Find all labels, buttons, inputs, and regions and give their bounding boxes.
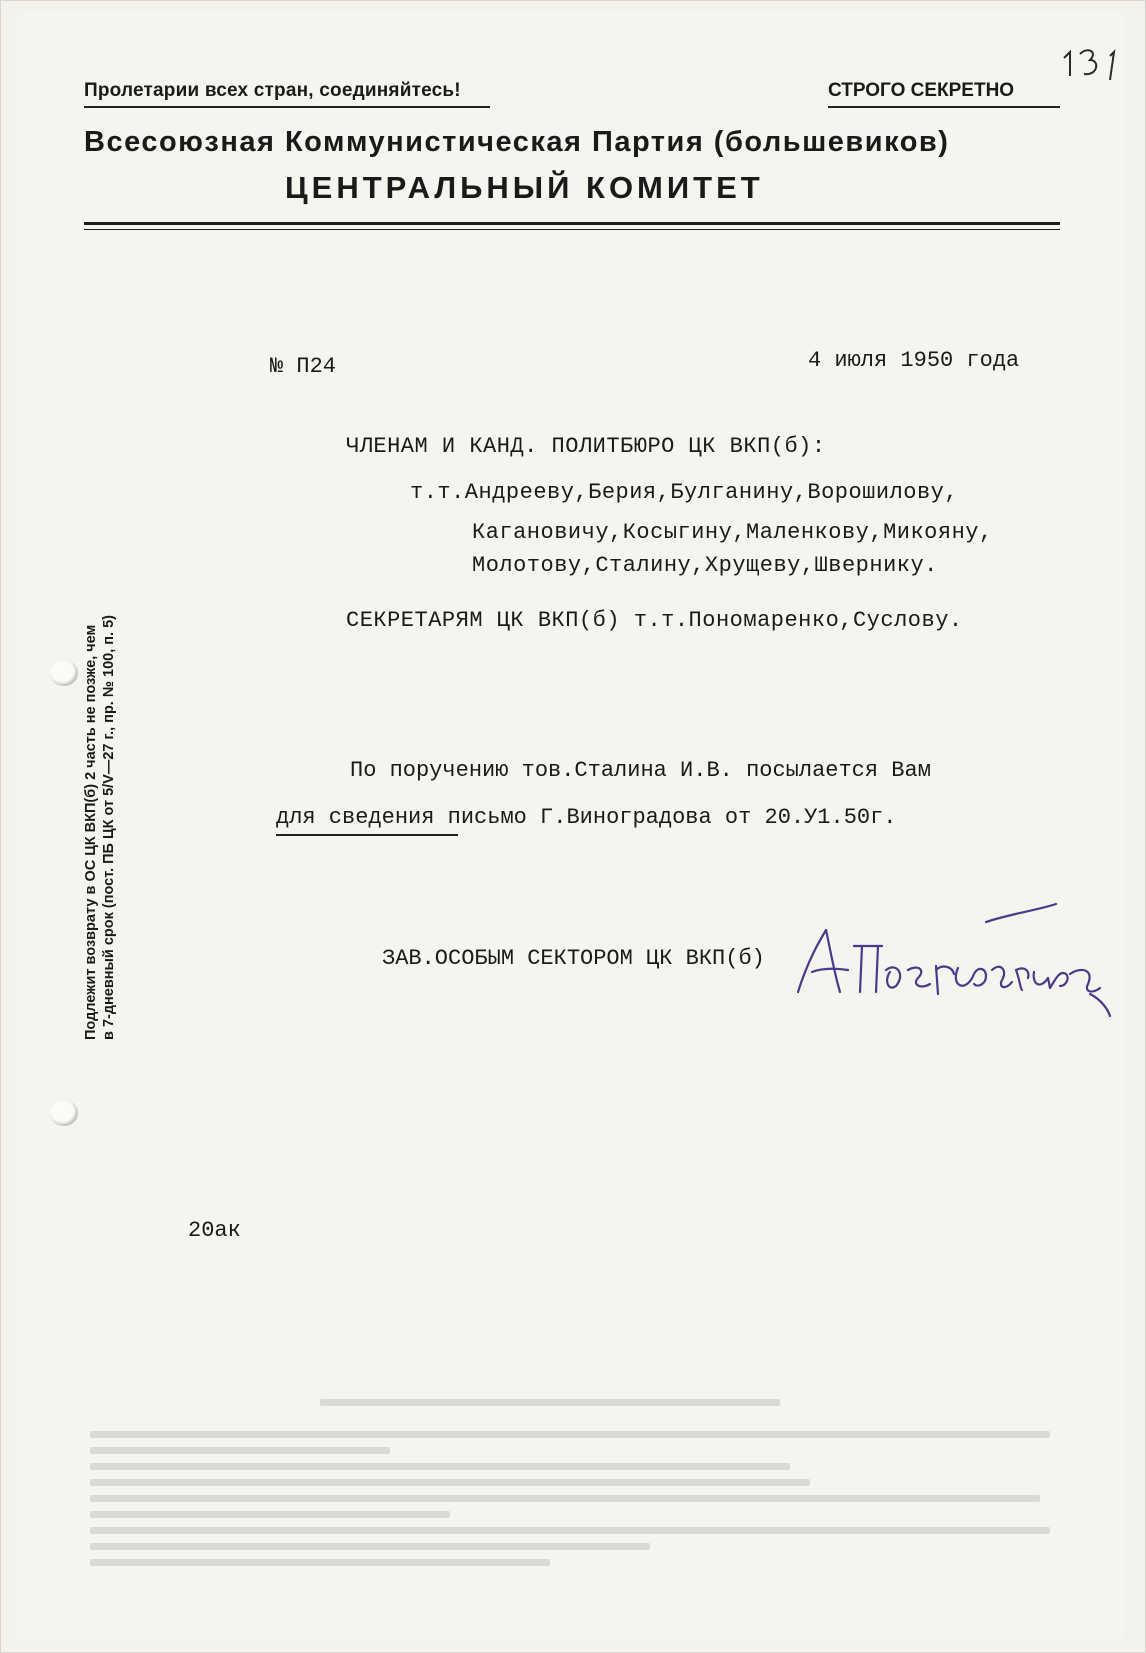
party-name: Всесоюзная Коммунистическая Партия (большевиков)	[84, 126, 950, 158]
body-line-1: По поручению тов.Сталина И.В. посылается Вам	[350, 758, 931, 783]
punch-hole	[50, 1100, 78, 1126]
archive-page-number	[1058, 40, 1128, 84]
margin-note-line-2: в 7-дневный срок (пост. ПБ ЦК от 5/V—27 г., пр. № 100, п. 5)	[101, 614, 117, 1040]
body-line-2-rest: письмо Г.Виноградова от 20.У1.50г.	[434, 805, 897, 830]
handwritten-signature	[790, 900, 1120, 1020]
addressee-names-3: Молотову,Сталину,Хрущеву,Швернику.	[472, 553, 938, 578]
signature-title: ЗАВ.ОСОБЫМ СЕКТОРОМ ЦК ВКП(б)	[382, 946, 765, 971]
classification-underline	[828, 106, 1060, 108]
addressee-politburo: ЧЛЕНАМ И КАНД. ПОЛИТБЮРО ЦК ВКП(б):	[346, 434, 826, 459]
addressee-names-2: Кагановичу,Косыгину,Маленкову,Микояну,	[472, 520, 993, 545]
punch-hole	[50, 660, 78, 686]
document-date: 4 июля 1950 года	[808, 348, 1020, 373]
margin-note	[82, 615, 118, 1040]
reverse-side-bleed-through	[80, 1395, 1070, 1575]
motto-underline	[84, 106, 490, 108]
addressee-secretaries: СЕКРЕТАРЯМ ЦК ВКП(б) т.т.Пономаренко,Суслову.	[346, 608, 963, 633]
committee-name: ЦЕНТРАЛЬНЫЙ КОМИТЕТ	[285, 170, 764, 205]
classification-label: СТРОГО СЕКРЕТНО	[828, 80, 1015, 101]
header-rule-thick	[84, 222, 1060, 225]
addressee-names-1: т.т.Андрееву,Берия,Булганину,Ворошилову,	[410, 480, 959, 505]
underlined-phrase: для сведения	[276, 805, 435, 830]
document-number: № П24	[270, 354, 337, 379]
motto: Пролетарии всех стран, соединяйтесь!	[84, 80, 461, 101]
header-rule-thin	[84, 229, 1060, 230]
body-line-2	[276, 805, 897, 830]
margin-note-line-1: Подлежит возврату в ОС ЦК ВКП(б) 2 часть не позже, чем	[83, 624, 99, 1040]
typist-initials: 20ак	[188, 1218, 241, 1243]
underline-for-sведения	[276, 834, 458, 836]
